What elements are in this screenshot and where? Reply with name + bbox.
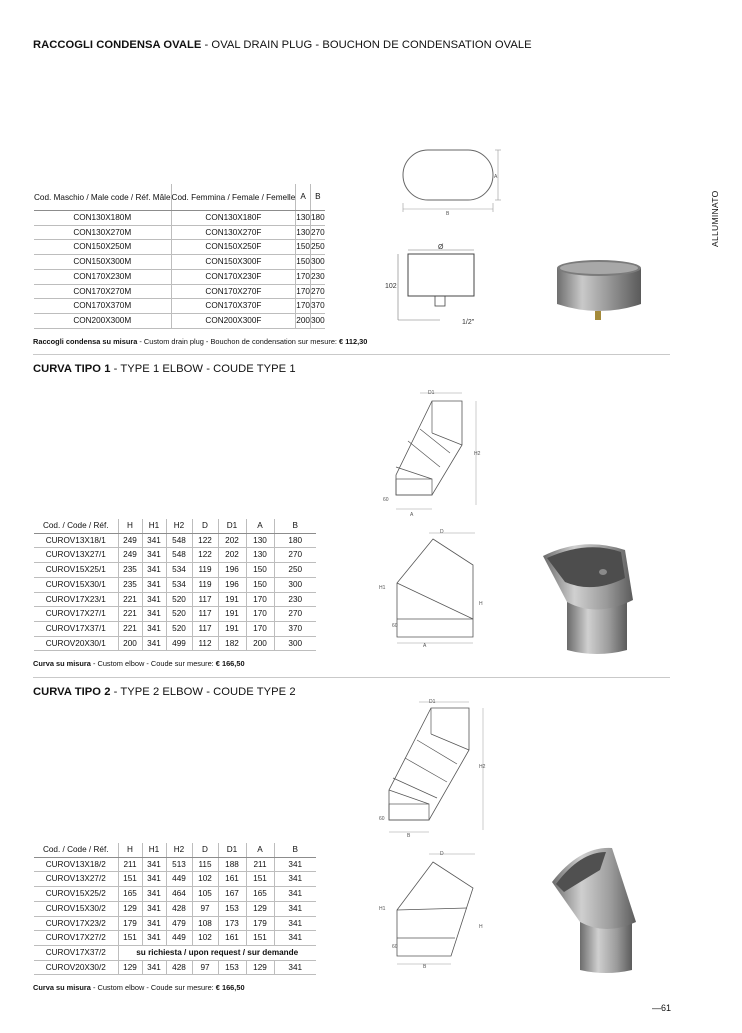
table-cell: 341 — [142, 960, 166, 975]
table-cell: CON170X230F — [171, 269, 296, 284]
table-cell: 211 — [246, 857, 274, 872]
table-row — [34, 211, 325, 226]
table-cell: 300 — [274, 636, 316, 651]
col-header: H1 — [142, 519, 166, 533]
table-row — [34, 313, 325, 328]
table-cell: 548 — [166, 533, 192, 548]
table-cell: CON200X300F — [171, 313, 296, 328]
table-cell: 179 — [246, 916, 274, 931]
table-cell: 122 — [192, 548, 218, 563]
table-cell: 170 — [296, 299, 311, 314]
table-cell: 341 — [274, 857, 316, 872]
elbow-type2-table — [34, 843, 316, 975]
col-header: H — [118, 843, 142, 857]
table-cell: 170 — [246, 607, 274, 622]
dim-label: H — [479, 924, 483, 930]
table-cell: CON150X250M — [34, 240, 171, 255]
table-row — [34, 299, 325, 314]
table-row — [34, 533, 316, 548]
col-header: D — [192, 519, 218, 533]
table-cell: CON150X300M — [34, 255, 171, 270]
table-cell: CUROV13X18/1 — [34, 533, 118, 548]
table-cell: 449 — [166, 872, 192, 887]
table-cell: 499 — [166, 636, 192, 651]
table-row — [34, 284, 325, 299]
table-row — [34, 916, 316, 931]
table-cell: CUROV13X27/2 — [34, 872, 118, 887]
table-cell: 520 — [166, 607, 192, 622]
table-cell: CON200X300M — [34, 313, 171, 328]
table-cell: 170 — [296, 284, 311, 299]
table-cell: 300 — [310, 255, 324, 270]
table-row — [34, 592, 316, 607]
col-header: Cod. / Code / Réf. — [34, 843, 118, 857]
elbow-type1-table — [34, 519, 316, 651]
table-cell: 161 — [218, 872, 246, 887]
dim-label: D1 — [428, 390, 435, 396]
col-header: B — [310, 184, 324, 211]
elbow-type1-side-drawing — [375, 527, 490, 652]
dim-label: H2 — [479, 764, 486, 770]
dim-label: D1 — [429, 699, 436, 705]
table-cell: 151 — [246, 872, 274, 887]
table-cell: CUROV15X25/1 — [34, 563, 118, 578]
table-cell: CUROV17X23/1 — [34, 592, 118, 607]
table-row — [34, 607, 316, 622]
divider — [33, 677, 670, 678]
table-row — [34, 901, 316, 916]
table-cell: 170 — [246, 592, 274, 607]
table-cell: 130 — [246, 548, 274, 563]
table-row — [34, 563, 316, 578]
table-row — [34, 857, 316, 872]
table-row — [34, 240, 325, 255]
dim-label: 1/2" — [462, 319, 475, 326]
dim-label: D — [440, 529, 444, 535]
table-cell: 250 — [310, 240, 324, 255]
col-header: H1 — [142, 843, 166, 857]
col-header: D — [192, 843, 218, 857]
table-cell: 221 — [118, 607, 142, 622]
table-row — [34, 945, 316, 960]
table-cell: 235 — [118, 563, 142, 578]
table-cell: 221 — [118, 592, 142, 607]
table-cell: 191 — [218, 607, 246, 622]
table-cell: 270 — [274, 607, 316, 622]
table-header-row — [34, 184, 325, 211]
table-row — [34, 960, 316, 975]
col-header: Cod. / Code / Réf. — [34, 519, 118, 533]
dim-label: 60 — [383, 497, 389, 503]
table-cell: 249 — [118, 533, 142, 548]
table-cell: 170 — [246, 621, 274, 636]
table-cell: 191 — [218, 621, 246, 636]
table-cell: CUROV13X18/2 — [34, 857, 118, 872]
table-cell: CUROV13X27/1 — [34, 548, 118, 563]
dim-label: H — [479, 601, 483, 607]
table-cell: 341 — [142, 872, 166, 887]
table-cell: 97 — [192, 960, 218, 975]
table-cell: CUROV17X23/2 — [34, 916, 118, 931]
table-cell: 153 — [218, 960, 246, 975]
table-cell: 250 — [274, 563, 316, 578]
dim-label: 60 — [379, 816, 385, 822]
table-cell: 235 — [118, 577, 142, 592]
table-cell: CON130X270M — [34, 225, 171, 240]
table-cell: 97 — [192, 901, 218, 916]
table-cell: 117 — [192, 592, 218, 607]
table-row — [34, 225, 325, 240]
table-cell: 341 — [142, 931, 166, 946]
col-header: H2 — [166, 843, 192, 857]
table-cell: CUROV17X37/2 — [34, 945, 118, 960]
table-cell: 520 — [166, 592, 192, 607]
table-cell: 230 — [310, 269, 324, 284]
dim-label: H1 — [379, 906, 386, 912]
col-header: D1 — [218, 519, 246, 533]
table-cell: 117 — [192, 607, 218, 622]
table-cell: 102 — [192, 931, 218, 946]
col-header: B — [274, 519, 316, 533]
table-cell: 200 — [118, 636, 142, 651]
table-cell: 179 — [118, 916, 142, 931]
table-cell: 341 — [142, 901, 166, 916]
table-cell: 188 — [218, 857, 246, 872]
elbow-type1-segment-drawing — [380, 385, 490, 520]
table-cell: CUROV20X30/2 — [34, 960, 118, 975]
table-cell: CUROV17X27/2 — [34, 931, 118, 946]
table-cell: 119 — [192, 577, 218, 592]
table-cell: CUROV17X37/1 — [34, 621, 118, 636]
col-header: H2 — [166, 519, 192, 533]
table-cell: 341 — [274, 872, 316, 887]
drain-plug-custom-note: Raccogli condensa su misura - Custom drain plug - Bouchon de condensation sur mesure: € 112,30 — [33, 337, 368, 346]
drain-plug-table — [34, 184, 325, 329]
table-header-row — [34, 843, 316, 857]
table-cell: 270 — [310, 225, 324, 240]
col-header: H — [118, 519, 142, 533]
col-header: B — [274, 843, 316, 857]
table-cell: 270 — [274, 548, 316, 563]
table-cell: 464 — [166, 887, 192, 902]
table-cell: 341 — [142, 636, 166, 651]
table-cell: 534 — [166, 563, 192, 578]
table-cell: 341 — [142, 607, 166, 622]
table-cell: 341 — [274, 960, 316, 975]
table-cell: 150 — [246, 577, 274, 592]
col-header: D1 — [218, 843, 246, 857]
table-cell: CUROV15X30/2 — [34, 901, 118, 916]
oval-top-view-drawing — [395, 146, 507, 218]
table-cell: 182 — [218, 636, 246, 651]
table-row — [34, 931, 316, 946]
table-cell: 165 — [246, 887, 274, 902]
col-header: A — [296, 184, 311, 211]
table-cell: 202 — [218, 548, 246, 563]
table-cell: 151 — [118, 872, 142, 887]
table-cell: 122 — [192, 533, 218, 548]
col-header: A — [246, 519, 274, 533]
table-cell: 249 — [118, 548, 142, 563]
elbow-type2-segment-drawing — [375, 694, 490, 839]
sidebar-category: ALLUMINATO — [710, 190, 720, 247]
table-cell: 211 — [118, 857, 142, 872]
dim-label: A — [423, 643, 427, 649]
table-cell: 341 — [142, 621, 166, 636]
table-cell: 180 — [310, 211, 324, 226]
table-cell: 449 — [166, 931, 192, 946]
table-cell: CON150X250F — [171, 240, 296, 255]
table-cell: 173 — [218, 916, 246, 931]
elbow-type2-photo — [540, 842, 645, 977]
table-cell: 130 — [246, 533, 274, 548]
table-cell: 370 — [310, 299, 324, 314]
table-cell: 428 — [166, 901, 192, 916]
elbow-type2-side-drawing — [375, 848, 490, 973]
table-cell: 370 — [274, 621, 316, 636]
table-cell: CON170X370M — [34, 299, 171, 314]
table-cell: 119 — [192, 563, 218, 578]
table-cell: 548 — [166, 548, 192, 563]
table-cell: 341 — [142, 887, 166, 902]
table-cell: 150 — [296, 255, 311, 270]
table-cell: 105 — [192, 887, 218, 902]
table-cell: 341 — [142, 548, 166, 563]
table-cell: 300 — [310, 313, 324, 328]
table-cell: 165 — [118, 887, 142, 902]
table-cell: 130 — [296, 225, 311, 240]
dim-label: B — [446, 211, 450, 217]
table-cell: 129 — [118, 960, 142, 975]
table-cell: CUROV15X30/1 — [34, 577, 118, 592]
section-title-drain-plug: RACCOGLI CONDENSA OVALE - OVAL DRAIN PLUG - BOUCHON DE CONDENSATION OVALE — [33, 39, 532, 51]
table-cell: 230 — [274, 592, 316, 607]
table-cell: 341 — [142, 577, 166, 592]
table-cell: 341 — [142, 533, 166, 548]
table-cell: 117 — [192, 621, 218, 636]
dim-label: H1 — [379, 585, 386, 591]
table-cell: CON170X230M — [34, 269, 171, 284]
dim-label: H2 — [474, 451, 481, 457]
table-cell: 341 — [274, 916, 316, 931]
table-cell: 129 — [246, 901, 274, 916]
table-cell: su richiesta / upon request / sur demande — [118, 945, 316, 960]
dim-label: 60 — [392, 623, 398, 629]
table-cell: 341 — [142, 916, 166, 931]
table-cell: 200 — [246, 636, 274, 651]
table-cell: 161 — [218, 931, 246, 946]
table-cell: 129 — [118, 901, 142, 916]
table-cell: 341 — [142, 592, 166, 607]
table-cell: CON170X270F — [171, 284, 296, 299]
table-row — [34, 636, 316, 651]
table-cell: 341 — [274, 931, 316, 946]
table-cell: 196 — [218, 563, 246, 578]
dim-label: A — [410, 512, 414, 518]
table-cell: 180 — [274, 533, 316, 548]
table-cell: CUROV17X27/1 — [34, 607, 118, 622]
table-row — [34, 621, 316, 636]
table-cell: 202 — [218, 533, 246, 548]
elbow-type2-custom-note: Curva su misura - Custom elbow - Coude sur mesure: € 166,50 — [33, 983, 245, 992]
table-cell: 428 — [166, 960, 192, 975]
table-cell: 513 — [166, 857, 192, 872]
dim-label: 102 — [385, 283, 397, 290]
table-cell: CON150X300F — [171, 255, 296, 270]
table-cell: 170 — [296, 269, 311, 284]
table-cell: 151 — [246, 931, 274, 946]
dim-label: A — [494, 174, 498, 180]
table-cell: 200 — [296, 313, 311, 328]
table-row — [34, 872, 316, 887]
table-cell: 150 — [296, 240, 311, 255]
table-row — [34, 255, 325, 270]
table-row — [34, 887, 316, 902]
table-cell: 151 — [118, 931, 142, 946]
col-header: Cod. Maschio / Male code / Réf. Mâle — [34, 184, 171, 211]
table-cell: 191 — [218, 592, 246, 607]
section-title-elbow-type1: CURVA TIPO 1 - TYPE 1 ELBOW - COUDE TYPE 1 — [33, 363, 296, 375]
table-cell: 300 — [274, 577, 316, 592]
dim-label: B — [423, 964, 427, 970]
table-cell: 534 — [166, 577, 192, 592]
table-header-row — [34, 519, 316, 533]
table-cell: 153 — [218, 901, 246, 916]
table-cell: 341 — [274, 901, 316, 916]
dim-label: B — [407, 833, 411, 839]
table-cell: CON170X270M — [34, 284, 171, 299]
table-cell: 112 — [192, 636, 218, 651]
table-cell: CON130X270F — [171, 225, 296, 240]
table-cell: 270 — [310, 284, 324, 299]
divider — [33, 354, 670, 355]
table-cell: 130 — [296, 211, 311, 226]
table-cell: 167 — [218, 887, 246, 902]
col-header: A — [246, 843, 274, 857]
dim-label: 60 — [392, 944, 398, 950]
table-cell: CON170X370F — [171, 299, 296, 314]
table-cell: 341 — [142, 857, 166, 872]
table-row — [34, 577, 316, 592]
table-cell: 221 — [118, 621, 142, 636]
drain-plug-side-drawing — [380, 238, 500, 328]
table-cell: CUROV20X30/1 — [34, 636, 118, 651]
section-title-elbow-type2: CURVA TIPO 2 - TYPE 2 ELBOW - COUDE TYPE 2 — [33, 686, 296, 698]
table-cell: 196 — [218, 577, 246, 592]
table-cell: 150 — [246, 563, 274, 578]
table-cell: 341 — [274, 887, 316, 902]
drain-plug-photo — [553, 258, 645, 326]
elbow-type1-photo — [533, 536, 645, 656]
col-header: Cod. Femmina / Female / Femelle — [171, 184, 296, 211]
elbow-type1-custom-note: Curva su misura - Custom elbow - Coude sur mesure: € 166,50 — [33, 659, 245, 668]
table-cell: 102 — [192, 872, 218, 887]
dim-label: D — [440, 851, 444, 857]
table-cell: 108 — [192, 916, 218, 931]
table-cell: 520 — [166, 621, 192, 636]
dim-label: Ø — [438, 244, 444, 251]
table-cell: 341 — [142, 563, 166, 578]
table-cell: CON130X180F — [171, 211, 296, 226]
table-row — [34, 548, 316, 563]
table-row — [34, 269, 325, 284]
table-cell: 115 — [192, 857, 218, 872]
table-cell: CON130X180M — [34, 211, 171, 226]
table-cell: 479 — [166, 916, 192, 931]
page-number: —61 — [652, 1003, 672, 1013]
table-cell: CUROV15X25/2 — [34, 887, 118, 902]
table-cell: 129 — [246, 960, 274, 975]
